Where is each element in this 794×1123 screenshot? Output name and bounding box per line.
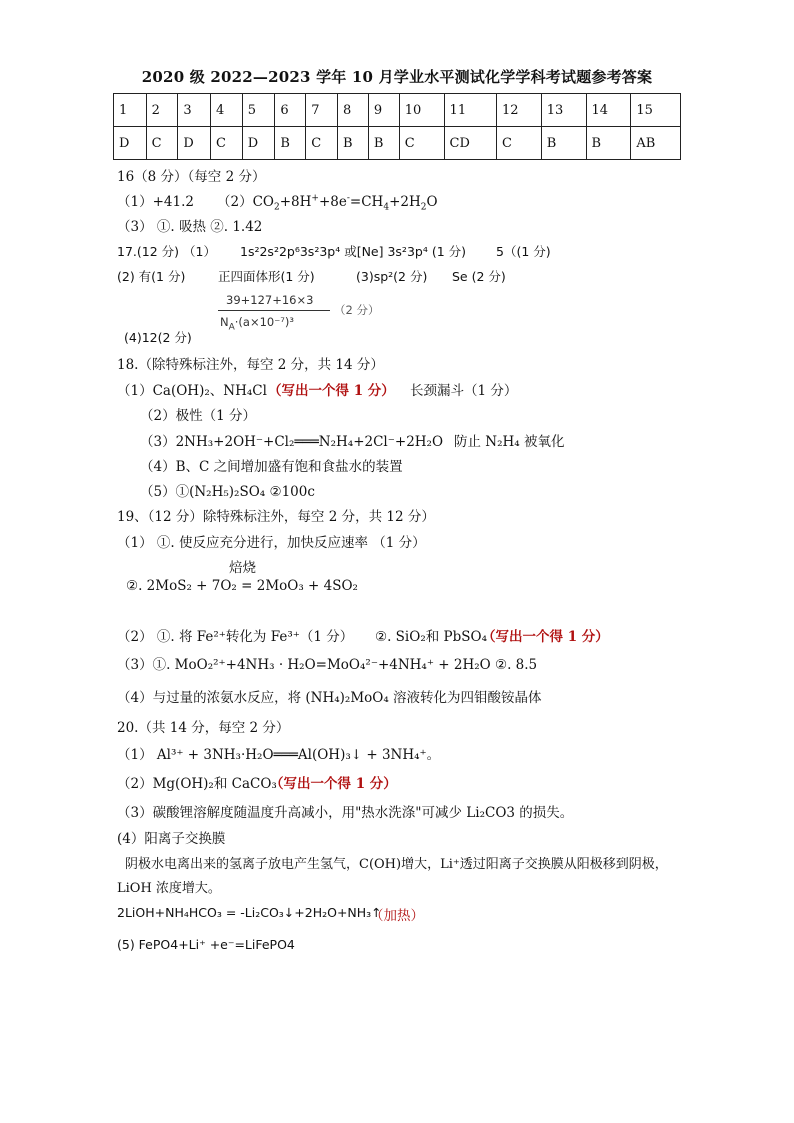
answer-table xyxy=(113,93,681,160)
q20-line3: （3）碳酸锂溶解度随温度升高减小，用"热水洗涤"可减少 Li₂CO3 的损失。 xyxy=(117,805,574,821)
answer-cell: AB xyxy=(631,127,681,160)
question-number-cell: 2 xyxy=(146,94,178,127)
q17-line4: (4)12(2 分) xyxy=(124,330,192,345)
q17-line2b: 正四面体形(1 分) xyxy=(218,269,315,284)
answer-cell: C xyxy=(146,127,178,160)
fraction-bar xyxy=(218,310,330,311)
question-number-cell: 9 xyxy=(368,94,399,127)
answer-cell: B xyxy=(337,127,368,160)
q20-line5: 阴极水电离出来的氢离子放电产生氢气，C(OH)增大，Li⁺透过阳离子交换膜从阳极移到阴极， xyxy=(125,857,668,872)
table-row-numbers xyxy=(114,94,681,127)
question-number-cell: 10 xyxy=(399,94,444,127)
answer-cell: CD xyxy=(444,127,496,160)
q20-line6: LiOH 浓度增大。 xyxy=(117,881,221,896)
answer-cell: D xyxy=(114,127,147,160)
q17-line2a: (2) 有(1 分) xyxy=(117,269,186,284)
q20-line2a: （2）Mg(OH)₂和 CaCO₃ xyxy=(117,776,277,792)
q19-line5: （4）与过量的浓氨水反应，将 (NH₄)₂MoO₄ 溶液转化为四钼酸铵晶体 xyxy=(117,690,542,706)
formula-numerator: 39+127+16×3 xyxy=(226,293,314,307)
answer-cell: C xyxy=(211,127,243,160)
answer-cell: B xyxy=(586,127,631,160)
question-number-cell: 3 xyxy=(178,94,211,127)
answer-cell: C xyxy=(496,127,541,160)
q18-line1b: （写出一个得 1 分） xyxy=(268,383,395,399)
q18-line5: （5）①(N₂H₅)₂SO₄ ②100c xyxy=(140,484,315,500)
q18-header: 18.（除特殊标注外，每空 2 分，共 14 分） xyxy=(117,357,384,373)
q18-line3a: （3）2NH₃+2OH⁻+Cl₂═══N₂H₄+2Cl⁻+2H₂O xyxy=(140,434,444,450)
table-row-answers xyxy=(114,127,681,160)
q19-line3c: （写出一个得 1 分） xyxy=(482,629,609,645)
q16-line1a: （1）+41.2 xyxy=(117,194,194,210)
question-number-cell: 1 xyxy=(114,94,147,127)
q18-line1c: 长颈漏斗（1 分） xyxy=(410,383,518,399)
q17-line1a: 17.(12 分) （1） xyxy=(117,244,216,259)
q16-line2: （3） ①. 吸热 ②. 1.42 xyxy=(117,219,263,235)
q19-line2: ②. 2MoS₂ + 7O₂ = 2MoO₃ + 4SO₂ xyxy=(126,578,358,594)
q18-line3b: 防止 N₂H₄ 被氧化 xyxy=(454,434,565,450)
q17-line2c: (3)sp²(2 分) xyxy=(356,269,428,284)
q19-line3a: （2） ①. 将 Fe²⁺转化为 Fe³⁺（1 分） xyxy=(117,629,354,645)
q18-line2: （2）极性（1 分） xyxy=(140,408,256,424)
question-number-cell: 13 xyxy=(541,94,586,127)
answer-cell: B xyxy=(275,127,306,160)
question-number-cell: 8 xyxy=(337,94,368,127)
q19-line3b: ②. SiO₂和 PbSO₄ xyxy=(375,629,487,645)
q17-line2d: Se (2 分) xyxy=(452,269,506,284)
page-title: 2020 级 2022—2023 学年 10 月学业水平测试化学学科考试题参考答案 xyxy=(141,68,653,86)
answer-cell: C xyxy=(306,127,338,160)
q16-line1b: $(2)CO_2+8H^++8e^-=CH_4+2H_2O$ xyxy=(217,193,438,213)
q17-line1c: 5（(1 分) xyxy=(496,244,551,259)
answer-cell: C xyxy=(399,127,444,160)
q19-header: 19、（12 分）除特殊标注外，每空 2 分，共 12 分） xyxy=(117,509,435,525)
q19-line1: （1） ①. 使反应充分进行，加快反应速率 （1 分） xyxy=(117,535,426,551)
question-number-cell: 7 xyxy=(306,94,338,127)
q19-roast-condition: 焙烧 xyxy=(229,560,256,576)
answer-cell: D xyxy=(242,127,275,160)
answer-cell: B xyxy=(541,127,586,160)
q20-header: 20.（共 14 分，每空 2 分） xyxy=(117,720,290,736)
q20-line2b: （写出一个得 1 分） xyxy=(270,776,397,792)
q20-line8: (5) FePO4+Li⁺ +e⁻=LiFePO4 xyxy=(117,937,295,952)
q18-line1a: （1）Ca(OH)₂、NH₄Cl xyxy=(117,383,267,399)
answer-cell: D xyxy=(178,127,211,160)
q20-line7a: 2LiOH+NH₄HCO₃ = -Li₂CO₃↓+2H₂O+NH₃↑ xyxy=(117,905,382,920)
q20-line1: （1） Al³⁺ + 3NH₃·H₂O═══Al(OH)₃↓ + 3NH₄⁺。 xyxy=(117,747,441,763)
answer-cell: B xyxy=(368,127,399,160)
question-number-cell: 11 xyxy=(444,94,496,127)
question-number-cell: 12 xyxy=(496,94,541,127)
q18-line4: （4）B、C 之间增加盛有饱和食盐水的装置 xyxy=(140,459,403,475)
question-number-cell: 14 xyxy=(586,94,631,127)
question-number-cell: 4 xyxy=(211,94,243,127)
formula-denominator: $N_A\cdot(a\times 10^{-7})^3$ xyxy=(220,315,295,333)
q20-line7b: （加热） xyxy=(370,908,424,924)
formula-points: （2 分） xyxy=(334,303,380,317)
question-number-cell: 6 xyxy=(275,94,306,127)
question-number-cell: 5 xyxy=(242,94,275,127)
question-number-cell: 15 xyxy=(631,94,681,127)
q17-line1b: 1s²2s²2p⁶3s²3p⁴ 或[Ne] 3s²3p⁴ (1 分) xyxy=(240,244,466,259)
q20-line4: (4）阳离子交换膜 xyxy=(117,831,226,847)
q19-line4: （3）①. MoO₂²⁺+4NH₃ · H₂O=MoO₄²⁻+4NH₄⁺ + 2H₂O ②. 8.5 xyxy=(117,657,538,673)
q16-header: 16（8 分）（每空 2 分） xyxy=(117,169,266,185)
